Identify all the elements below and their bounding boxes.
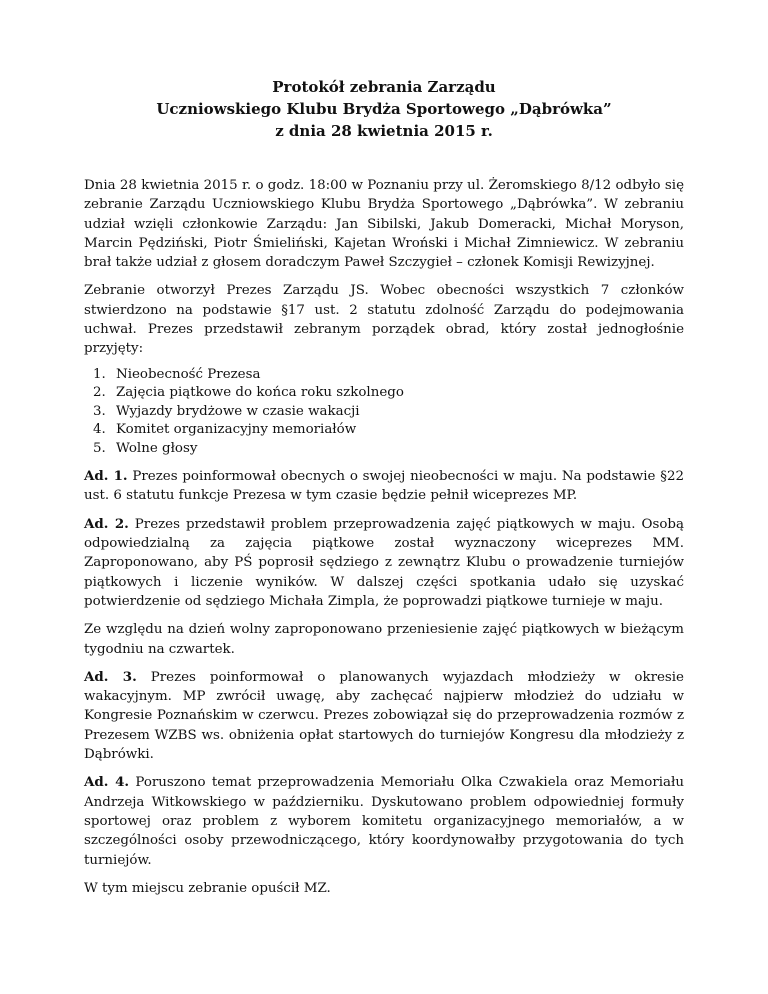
intro-paragraph: Dnia 28 kwietnia 2015 r. o godz. 18:00 w Poznaniu przy ul. Żeromskiego 8/12 odbyło się zebranie Zarządu Uczniowskiego Klubu Brydża Sportowego „Dąbrówka”. W zebraniu udział wzięli członkowie Zarządu: Jan Sibilski, Jakub Domeracki, Michał Moryson, Marcin Pędziński, Piotr Śmieliński, Kajetan Wroński i Michał Zimniewicz. W zebraniu brał także udział z głosem doradczym Paweł Szczygieł – członek Komisji Rewizyjnej. — [84, 178, 684, 271]
ad3-text: Prezes poinformował o planowanych wyjazdach młodzieży w okresie wakacyjnym. MP zwrócił uwagę, aby zachęcać najpierw młodzież do udziału w Kongresie Poznańskim w czerwcu. Prezes zobowiązał się do przeprowadzenia rozmów z Prezesem WZBS ws. obniżenia opłat startowych do turniejów Kongresu dla młodzieży z Dąbrówki. — [84, 669, 684, 763]
free-day-paragraph: Ze względu na dzień wolny zaproponowano przeniesienie zajęć piątkowych w bieżącym tygodniu na czwartek. — [84, 622, 684, 657]
agenda-list — [84, 366, 684, 459]
agenda-item: 4. Komitet organizacyjny memoriałów — [110, 421, 684, 440]
agenda-item: 2. Zajęcia piątkowe do końca roku szkolnego — [110, 384, 684, 403]
ad3-label: Ad. 3. — [84, 668, 137, 685]
title-line-1: Protokół zebrania Zarządu — [272, 78, 496, 96]
ad1-label: Ad. 1. — [84, 468, 128, 485]
ad2-paragraph — [84, 515, 684, 611]
ad4-paragraph — [84, 773, 684, 869]
ad2-text: Prezes przedstawił problem przeprowadzenia zajęć piątkowych w maju. Osobą odpowiedzialną za zajęcia piątkowe został wyznaczony wiceprezes MM. Zaproponowano, aby PŚ poprosił sędziego z zewnątrz Klubu o prowadzenie turniejów piątkowych i liczenie wyników. W dalszej części spotkania udało się uzyskać potwierdzenie od sędziego Michała Zimpla, że poprowadzi piątkowe turnieje w maju. — [84, 516, 684, 609]
agenda-item: 3. Wyjazdy brydżowe w czasie wakacji — [110, 403, 684, 422]
agenda-item: 5. Wolne głosy — [110, 440, 684, 459]
title-line-2: Uczniowskiego Klubu Brydża Sportowego „Dąbrówka” — [156, 100, 612, 118]
ad3-paragraph — [84, 668, 684, 764]
document-title — [84, 76, 684, 142]
ad2-label: Ad. 2. — [84, 515, 129, 532]
agenda-item: 1. Nieobecność Prezesa — [110, 366, 684, 385]
title-line-3: z dnia 28 kwietnia 2015 r. — [275, 122, 493, 140]
ad4-text: Poruszono temat przeprowadzenia Memoriału Olka Czwakiela oraz Memoriału Andrzeja Witkowskiego w październiku. Dyskutowano problem odpowiedniej formuły sportowej oraz problem z wyborem komitetu organizacyjnego memoriałów, a w szczególności osoby przewodniczącego, który koordynowałby przygotowania do tych turniejów. — [84, 775, 684, 868]
ad1-text: Prezes poinformował obecnych o swojej nieobecności w maju. Na podstawie §22 ust. 6 statutu funkcje Prezesa w tym czasie będzie pełnił wiceprezes MP. — [84, 469, 684, 504]
closing-paragraph: W tym miejscu zebranie opuścił MZ. — [84, 880, 331, 896]
opening-paragraph: Zebranie otworzył Prezes Zarządu JS. Wobec obecności wszystkich 7 członków stwierdzono na podstawie §17 ust. 2 statutu zdolność Zarządu do podejmowania uchwał. Prezes przedstawił zebranym porządek obrad, który został jednogłośnie przyjęty: — [84, 283, 684, 357]
ad1-paragraph — [84, 467, 684, 506]
ad4-label: Ad. 4. — [84, 774, 130, 791]
